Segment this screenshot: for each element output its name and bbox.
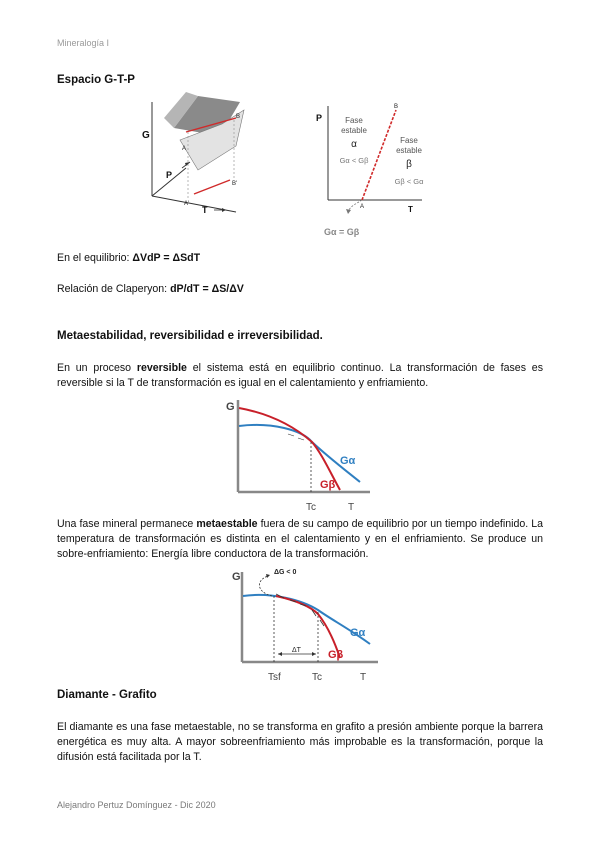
paragraph-reversible: En un proceso reversible el sistema está en equilibrio continuo. La transformación de fases es reversible si la T de transformación es igual en el calentamiento y enfriamiento.: [57, 362, 543, 389]
section-title-diamond: Diamante - Grafito: [57, 689, 157, 701]
paragraph-diamond: El diamante es una fase metaestable, no se transforma en grafito a presión ambiente porque la barrera energética es muy alta. A mayor sobreenfriamiento más improbable es la transformación, porque la difusión está facilitada por la T.: [57, 721, 543, 763]
fig2-equal-label: Gα = Gβ: [324, 227, 360, 237]
section-title-gtp: Espacio G-T-P: [57, 74, 135, 86]
equilibrium-equation: En el equilibrio: ΔVdP = ΔSdT: [57, 252, 201, 264]
fig2-alpha-line2: estable: [341, 126, 367, 135]
fig2-beta-line1: Fase: [400, 136, 418, 145]
chart-reversible: [222, 394, 372, 516]
section-title-metastability: Metaestabilidad, reversibilidad e irreversibilidad.: [57, 330, 323, 342]
g-beta-curve: [239, 408, 340, 490]
chart2-axis-t: T: [360, 672, 367, 683]
chart-metastable: [232, 566, 382, 686]
gtp-3d-figure: [140, 88, 252, 216]
chart2-tsf: Tsf: [268, 672, 281, 683]
fig2-beta-symbol: β: [406, 159, 412, 170]
page-header: Mineralogía I: [57, 38, 110, 48]
fig1-axis-p: P: [166, 170, 173, 180]
paragraph-metastable: Una fase mineral permanece metaestable fuera de su campo de equilibrio por un tiempo indefinido. La temperatura de transformación es distinta en el calentamiento y en el enfriamiento. Se produce un sobre-enfriamiento: Energía libre conductora de la transformación.: [57, 518, 544, 560]
chart1-axis-g: G: [226, 401, 235, 413]
clapeyron-equation: Relación de Claperyon: dP/dT = ΔS/ΔV: [57, 283, 244, 295]
fig2-beta-cond: Gβ < Gα: [394, 177, 424, 186]
fig1-axis-t: T: [202, 205, 208, 215]
chart1-tc: Tc: [306, 502, 316, 513]
fig2-label-b: B: [394, 104, 399, 110]
g-alpha-curve: [239, 425, 360, 482]
fig2-label-a: A: [360, 204, 365, 210]
equilibrium-formula: ΔVdP = ΔSdT: [132, 252, 201, 264]
chart2-axis-g: G: [232, 571, 241, 583]
chart2-g-alpha-label: Gα: [350, 627, 366, 639]
chart2-tc: Tc: [312, 672, 322, 683]
fig1-label-b: B: [236, 114, 241, 120]
fig2-alpha-line1: Fase: [345, 116, 363, 125]
chart1-g-alpha-label: Gα: [340, 455, 356, 467]
fig1-label-a-prime: A': [184, 201, 190, 207]
fig2-alpha-symbol: α: [351, 139, 357, 150]
chart2-g-beta-label: Gβ: [328, 649, 344, 661]
chart1-g-beta-label: Gβ: [320, 479, 336, 491]
page-footer: Alejandro Pertuz Domínguez - Dic 2020: [57, 800, 216, 810]
fig1-axis-g: G: [142, 130, 150, 141]
fig1-label-a: A: [182, 146, 187, 152]
fig2-beta-line2: estable: [396, 146, 422, 155]
clapeyron-formula: dP/dT = ΔS/ΔV: [170, 283, 244, 295]
pt-phase-diagram: [312, 100, 432, 238]
fig2-alpha-cond: Gα < Gβ: [339, 156, 369, 165]
chart2-dg-label: ΔG < 0: [274, 569, 297, 576]
chart1-axis-t: T: [348, 502, 355, 513]
fig2-axis-t: T: [408, 205, 413, 214]
fig2-axis-p: P: [316, 113, 323, 123]
chart2-dt-label: ΔT: [292, 647, 301, 654]
fig1-label-b-prime: B': [232, 181, 238, 187]
